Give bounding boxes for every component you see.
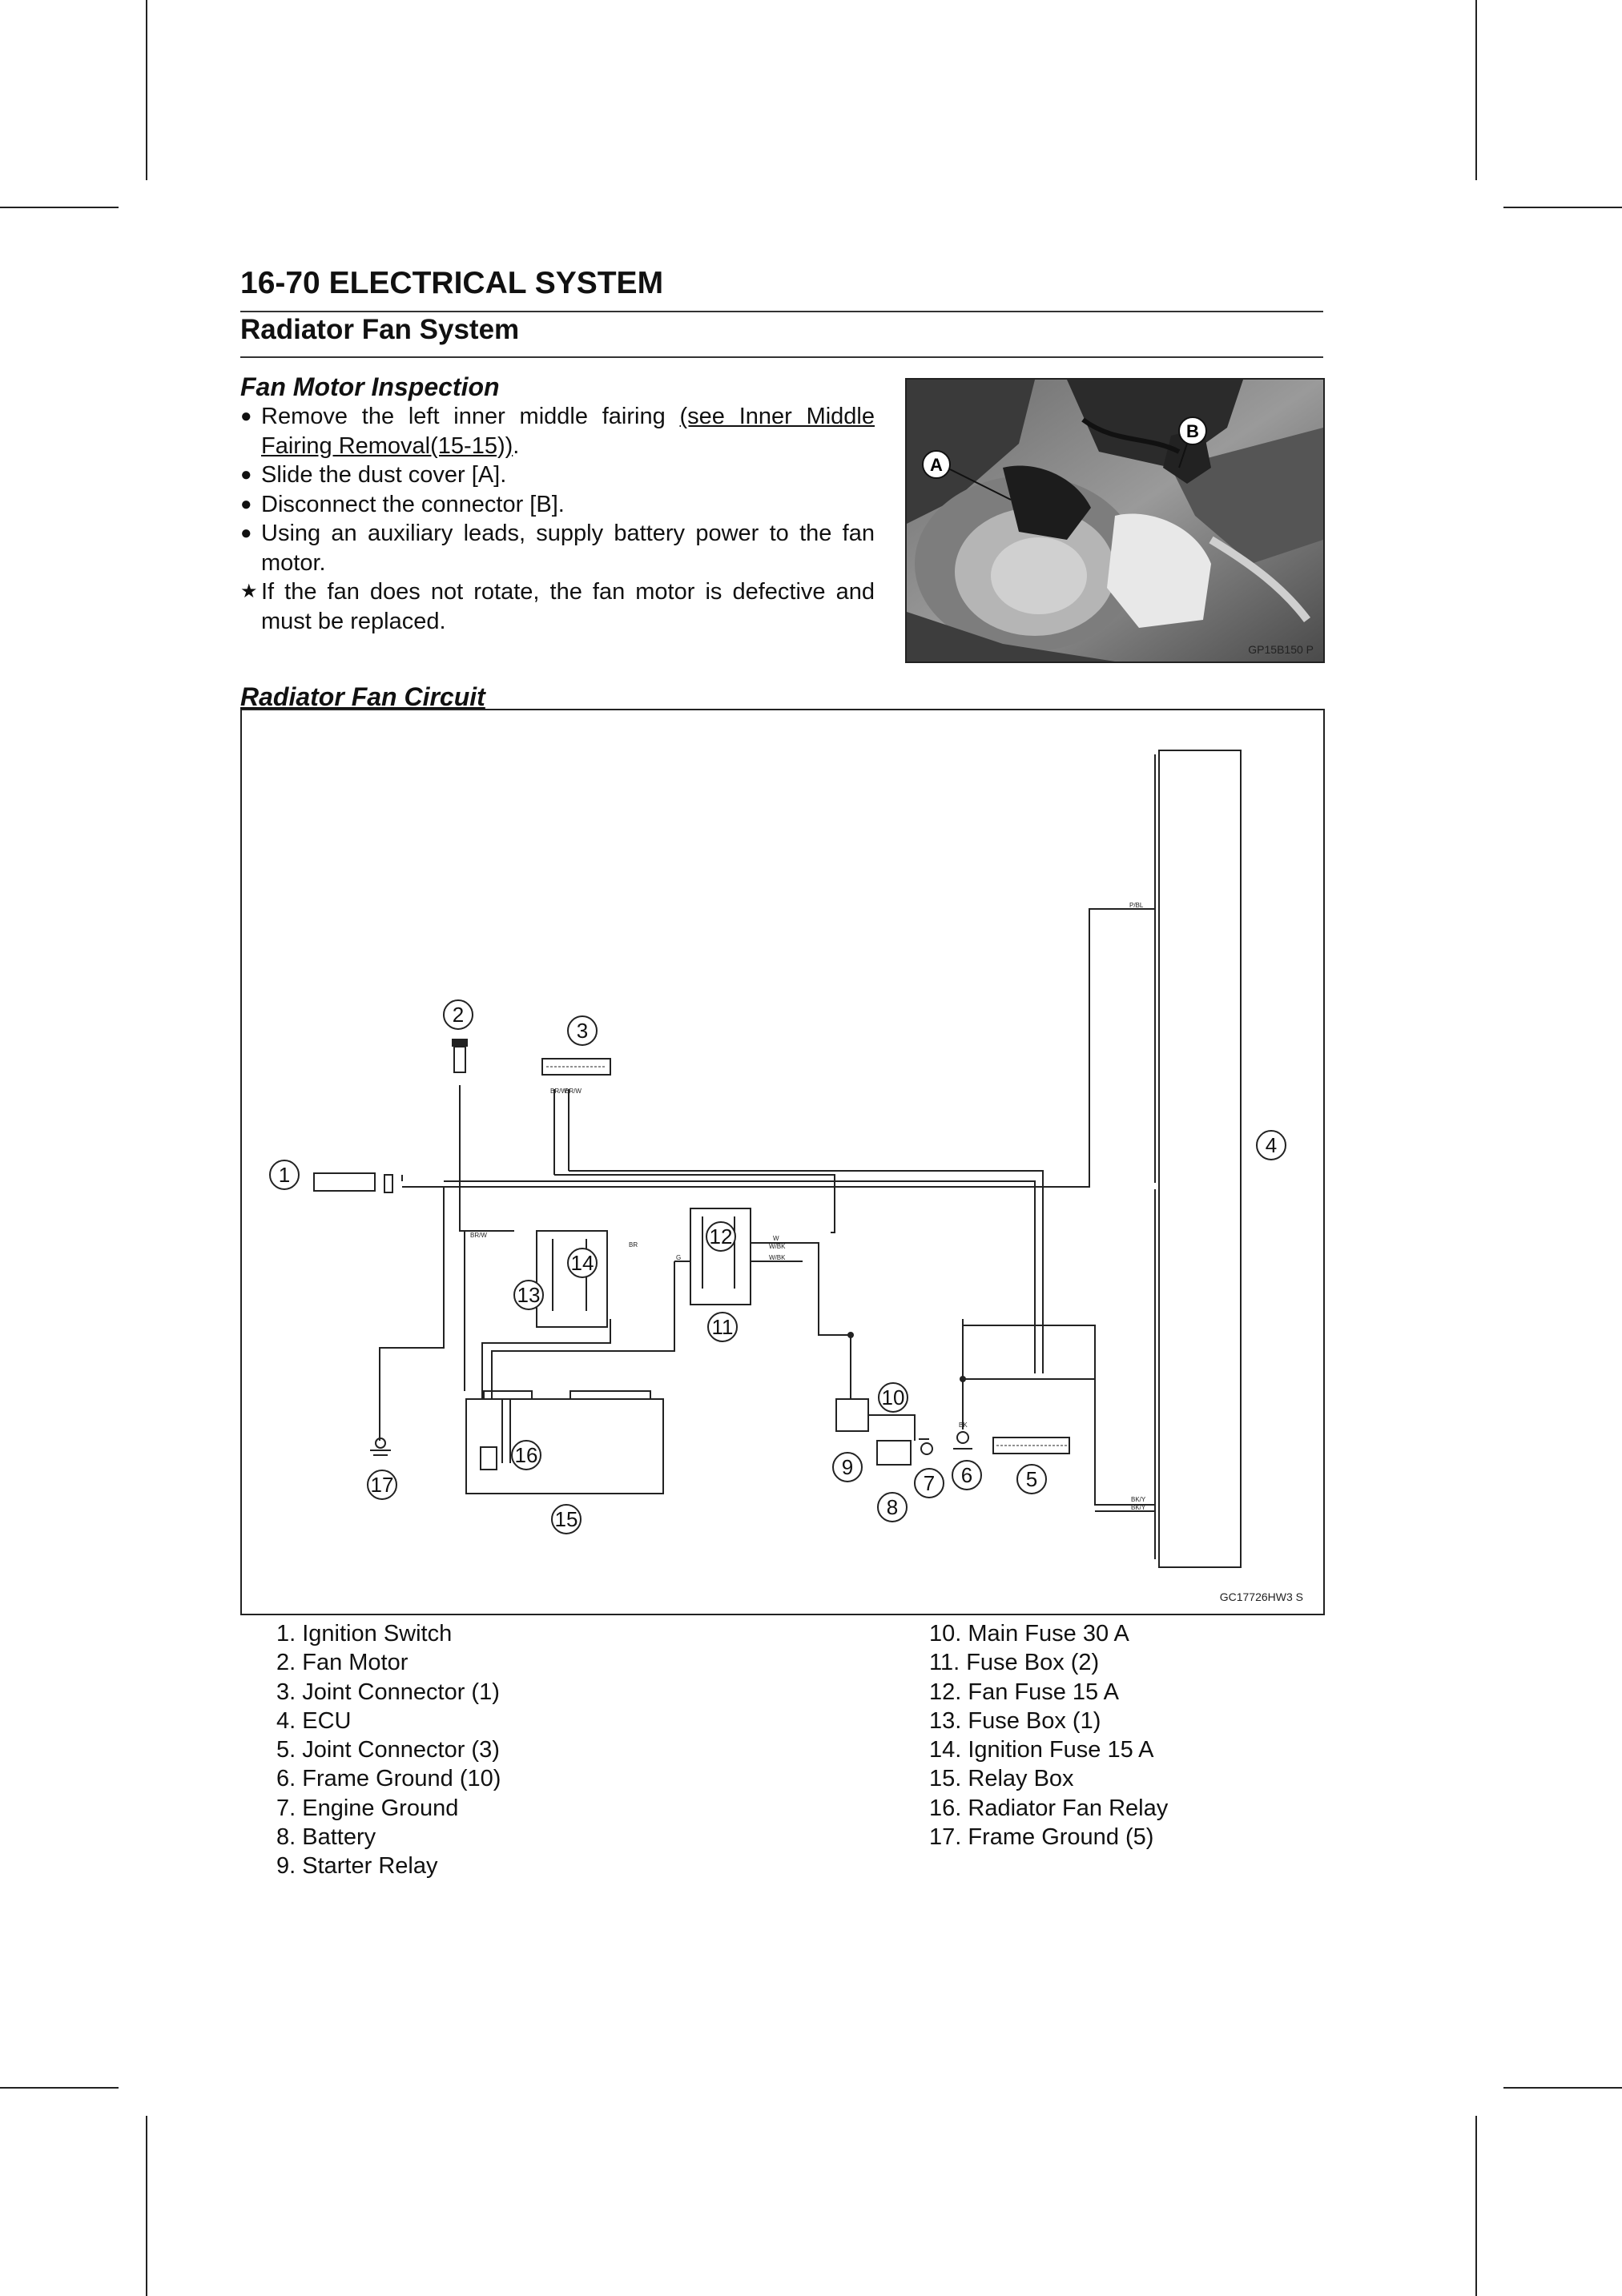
- legend-item: 4. ECU: [276, 1707, 352, 1734]
- crop-mark: [146, 2116, 147, 2296]
- bullet-icon: ●: [240, 493, 252, 515]
- crop-mark: [1475, 2116, 1477, 2296]
- callout-5: 5: [1025, 1467, 1038, 1491]
- legend-item: 16. Radiator Fan Relay: [929, 1795, 1169, 1821]
- legend-item: 5. Joint Connector (3): [276, 1737, 500, 1763]
- legend-item: 9. Starter Relay: [276, 1853, 438, 1880]
- crop-mark: [1503, 2087, 1622, 2089]
- callout-16: 16: [514, 1443, 538, 1467]
- legend-item: 12. Fan Fuse 15 A: [929, 1679, 1119, 1705]
- fan-motor-photo: [905, 378, 1325, 663]
- cross-reference-link[interactable]: (see Inner Middle Fairing Removal(15-15)): [261, 404, 875, 459]
- bullet-icon: ●: [240, 522, 252, 544]
- crop-mark: [1503, 207, 1622, 208]
- crop-mark: [1475, 0, 1477, 180]
- step-item: ★ If the fan does not rotate, the fan motor is defective and must be replaced.: [240, 579, 875, 634]
- step-item: ● Slide the dust cover [A].: [240, 460, 875, 490]
- inspection-steps: [240, 402, 875, 636]
- section-rule: [240, 356, 1323, 358]
- step-item: ● Remove the left inner middle fairing (see Inner Middle Fairing Removal(15-15)).: [240, 404, 875, 459]
- photo-callout-a: A: [930, 455, 943, 475]
- callout-12: 12: [709, 1224, 733, 1249]
- callout-1: 1: [278, 1163, 291, 1187]
- wire-label: P/BL: [1129, 902, 1144, 909]
- wire-label: W: [773, 1235, 779, 1242]
- callout-15: 15: [554, 1507, 578, 1531]
- legend-item: 2. Fan Motor: [276, 1650, 409, 1676]
- legend-left: [276, 1619, 501, 1881]
- wire-label: W/BK: [769, 1243, 786, 1250]
- step-item: ● Disconnect the connector [B].: [240, 490, 875, 520]
- star-icon: ★: [240, 581, 258, 602]
- wire-label: BK: [959, 1421, 968, 1429]
- circuit-title: Radiator Fan Circuit: [240, 682, 485, 711]
- bullet-icon: ●: [240, 464, 252, 485]
- callout-4: 4: [1265, 1133, 1278, 1157]
- callout-11: 11: [711, 1315, 734, 1339]
- callout-9: 9: [841, 1455, 854, 1479]
- wire-label: BK/Y: [1131, 1496, 1146, 1503]
- crop-mark: [0, 207, 119, 208]
- photo-code: GP15B150 P: [1248, 643, 1314, 656]
- callout-2: 2: [452, 1003, 465, 1027]
- legend-item: 7. Engine Ground: [276, 1795, 459, 1821]
- legend-item: 6. Frame Ground (10): [276, 1766, 501, 1792]
- section-title: Radiator Fan System: [240, 314, 520, 345]
- inspection-title: Fan Motor Inspection: [240, 372, 500, 401]
- wire-label: BR/W: [550, 1088, 567, 1095]
- title-rule: [240, 311, 1323, 312]
- legend-item: 13. Fuse Box (1): [929, 1707, 1101, 1734]
- callout-3: 3: [576, 1019, 589, 1043]
- legend-item: 17. Frame Ground (5): [929, 1824, 1154, 1851]
- crop-mark: [146, 0, 147, 180]
- step-item: ● Using an auxiliary leads, supply battery power to the fan motor.: [240, 521, 875, 576]
- legend-right: [929, 1619, 1168, 1852]
- callout-17: 17: [370, 1473, 394, 1497]
- wire-label: BR: [629, 1241, 638, 1249]
- wire-label: BR/W: [565, 1088, 582, 1095]
- callout-14: 14: [570, 1251, 594, 1275]
- legend-item: 3. Joint Connector (1): [276, 1679, 500, 1705]
- wire-label: W/BK: [769, 1254, 786, 1261]
- legend-item: 14. Ignition Fuse 15 A: [929, 1737, 1154, 1763]
- legend-item: 8. Battery: [276, 1824, 376, 1851]
- callout-8: 8: [886, 1495, 899, 1519]
- page-title: 16-70 ELECTRICAL SYSTEM: [240, 266, 664, 300]
- wire-label: G: [676, 1254, 682, 1261]
- legend-item: 1. Ignition Switch: [276, 1621, 453, 1647]
- crop-mark: [0, 2087, 119, 2089]
- callout-13: 13: [517, 1283, 541, 1307]
- wire-label: BR/W: [470, 1232, 487, 1239]
- legend-item: 11. Fuse Box (2): [929, 1650, 1100, 1676]
- legend-item: 15. Relay Box: [929, 1766, 1074, 1792]
- callout-6: 6: [960, 1463, 973, 1487]
- wire-label: BK/Y: [1131, 1504, 1146, 1511]
- photo-callout-b: B: [1186, 421, 1199, 441]
- circuit-diagram: [240, 709, 1325, 1615]
- callout-7: 7: [923, 1471, 936, 1495]
- legend-item: 10. Main Fuse 30 A: [929, 1621, 1129, 1647]
- figure-code: GC17726HW3 S: [1219, 1590, 1303, 1603]
- callout-10: 10: [881, 1385, 905, 1409]
- bullet-icon: ●: [240, 405, 252, 427]
